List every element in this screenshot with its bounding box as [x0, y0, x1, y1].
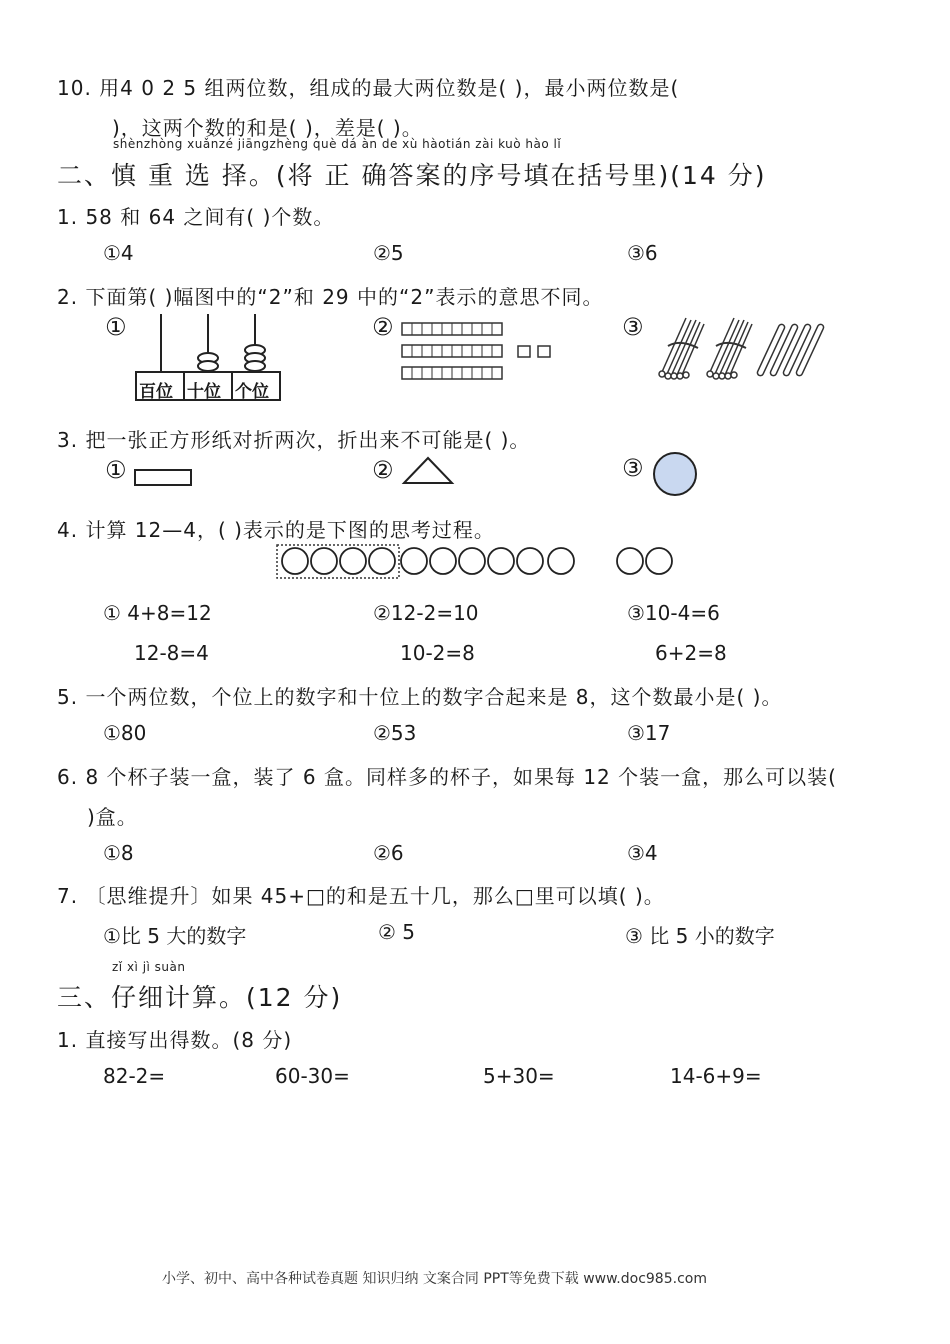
q10-line2: )，这两个数的和是( )，差是( )。 — [112, 116, 423, 140]
option-2-line2: 10-2=8 — [400, 641, 475, 665]
circles-diagram — [276, 544, 676, 580]
option-1: ①80 — [103, 721, 147, 745]
calc-2: 60-30= — [275, 1064, 350, 1088]
question-1: 1. 58 和 64 之间有( )个数。 — [57, 205, 335, 229]
question-7: 7. 〔思维提升〕如果 45+□的和是五十几，那么□里可以填( )。 — [57, 884, 665, 908]
calc-1: 82-2= — [103, 1064, 166, 1088]
q10-line1: 10. 用4 0 2 5 组两位数，组成的最大两位数是( )，最小两位数是( — [57, 76, 680, 100]
option-3: ③4 — [627, 841, 658, 865]
option-3: ③6 — [627, 241, 658, 265]
pinyin-annotation: shènzhòng xuǎnzé jiāngzhèng què dá àn de xù hàotián zài kuò hào lǐ — [113, 137, 562, 151]
section-3-title: 三、仔细计算。(12 分) — [57, 983, 343, 1012]
option-1: ①8 — [103, 841, 134, 865]
option-1: ①比 5 大的数字 — [103, 924, 247, 948]
figure-marker-3: ③ — [622, 313, 644, 341]
stick-bundles-figure — [650, 314, 840, 384]
section-3-subtitle: 1. 直接写出得数。(8 分) — [57, 1028, 293, 1052]
footer-text: 小学、初中、高中各种试卷真题 知识归纳 文案合同 PPT等免费下载 www.doc985.com — [162, 1271, 707, 1287]
shape-marker-2: ② — [372, 456, 394, 484]
circle-shape — [652, 451, 698, 497]
rectangle-shape — [134, 468, 194, 488]
option-2: ②53 — [373, 721, 417, 745]
option-2: ②6 — [373, 841, 404, 865]
shape-marker-3: ③ — [622, 454, 644, 482]
figure-marker-1: ① — [105, 313, 127, 341]
pinyin-annotation-2: zǐ xì jì suàn — [112, 960, 186, 974]
option-3: ③ 比 5 小的数字 — [625, 924, 775, 948]
abacus-label-tens: 十位 — [187, 382, 221, 402]
option-3-line2: 6+2=8 — [655, 641, 727, 665]
option-3: ③17 — [627, 721, 671, 745]
option-1-line2: 12-8=4 — [134, 641, 209, 665]
option-1: ①4 — [103, 241, 134, 265]
abacus-label-ones: 个位 — [235, 382, 269, 402]
option-2: ② 5 — [378, 920, 416, 944]
question-6-line2: )盒。 — [87, 805, 138, 829]
option-2-line1: ②12-2=10 — [373, 601, 479, 625]
option-2: ②5 — [373, 241, 404, 265]
option-1-line1: ① 4+8=12 — [103, 601, 212, 625]
abacus-label-hundreds: 百位 — [139, 382, 173, 402]
triangle-shape — [402, 456, 454, 486]
question-6-line1: 6. 8 个杯子装一盒，装了 6 盒。同样多的杯子，如果每 12 个装一盒，那么可以装( — [57, 765, 837, 789]
shape-marker-1: ① — [105, 456, 127, 484]
base-ten-blocks-figure — [400, 320, 560, 385]
question-4: 4. 计算 12—4，( )表示的是下图的思考过程。 — [57, 518, 495, 542]
question-2: 2. 下面第( )幅图中的“2”和 29 中的“2”表示的意思不同。 — [57, 285, 604, 309]
question-5: 5. 一个两位数，个位上的数字和十位上的数字合起来是 8，这个数最小是( )。 — [57, 685, 783, 709]
calc-3: 5+30= — [483, 1064, 555, 1088]
calc-4: 14-6+9= — [670, 1064, 762, 1088]
question-3: 3. 把一张正方形纸对折两次，折出来不可能是( )。 — [57, 428, 531, 452]
option-3-line1: ③10-4=6 — [627, 601, 720, 625]
section-2-title: 二、慎 重 选 择。(将 正 确答案的序号填在括号里)(14 分) — [57, 161, 767, 190]
figure-marker-2: ② — [372, 313, 394, 341]
